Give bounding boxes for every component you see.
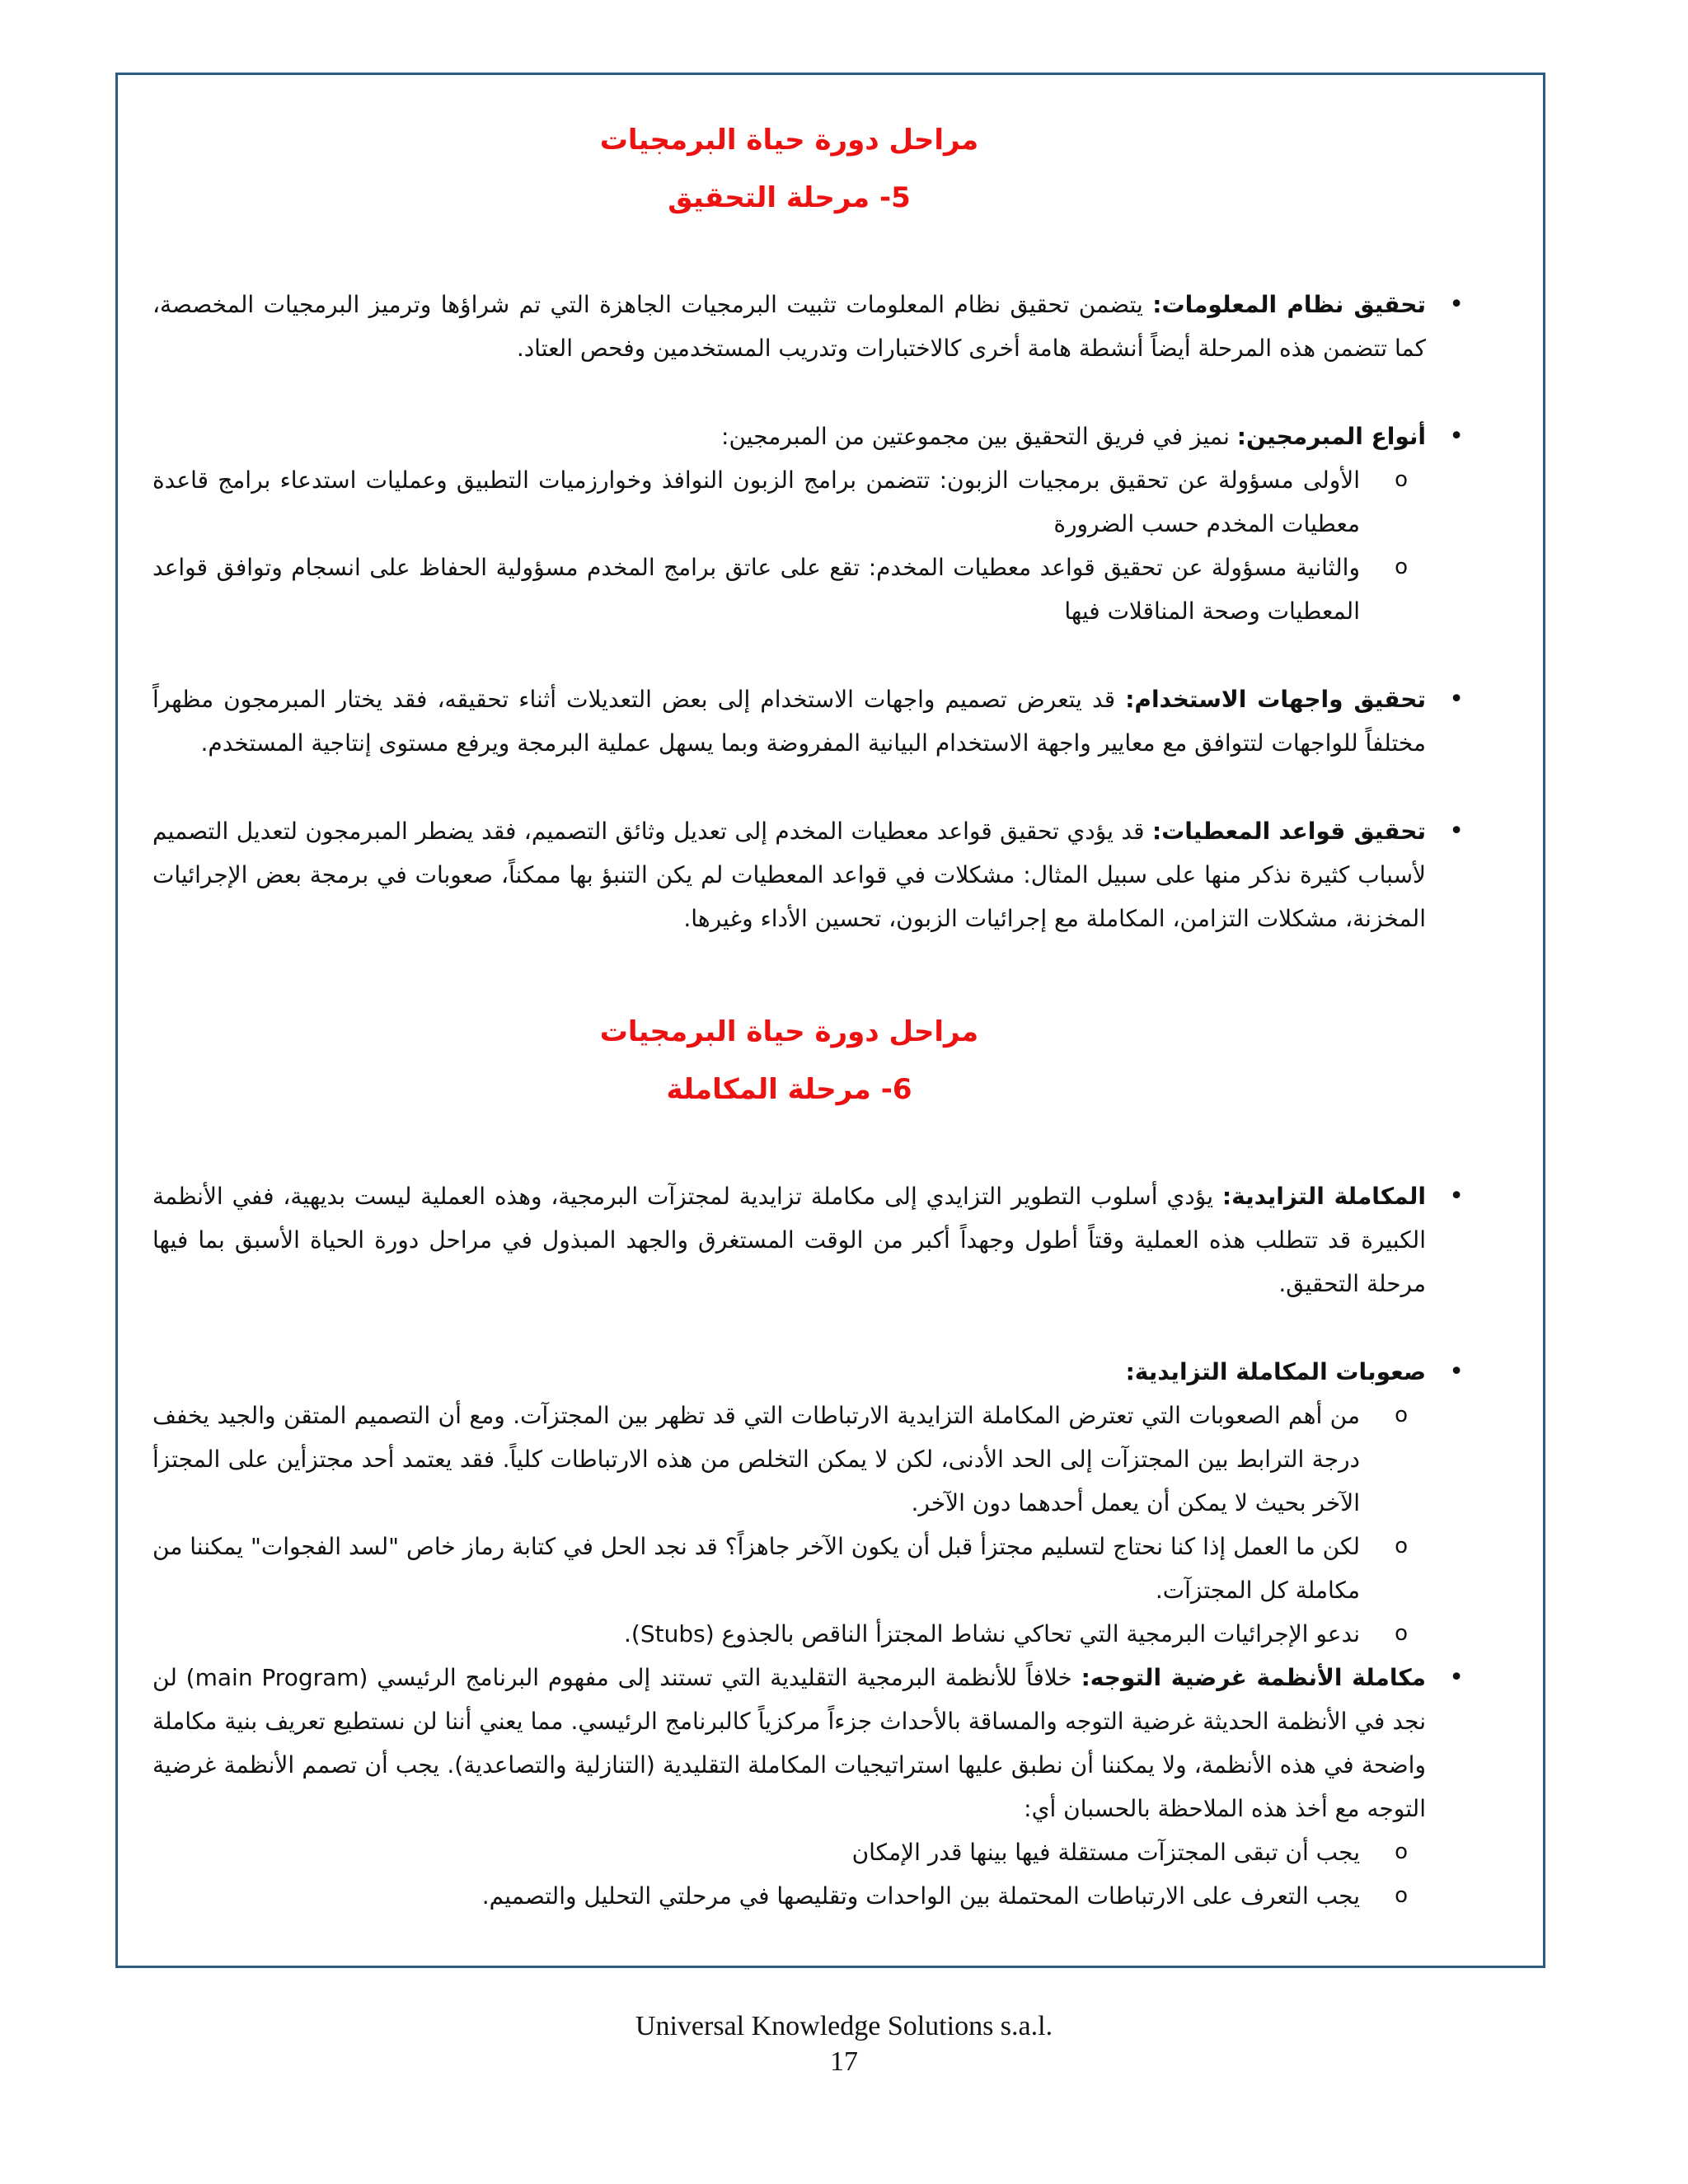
sub-list-item: o والثانية مسؤولة عن تحقيق قواعد معطيات المخدم: تقع على عاتق برامج المخدم مسؤولية الحفاظ على انسجام وتوافق قواعد المعطيات وصحة المناقلات فيها bbox=[152, 546, 1360, 633]
sub-list bbox=[152, 1830, 1426, 1918]
bullet-term: تحقيق قواعد المعطيات: bbox=[1151, 818, 1427, 845]
section-title: مراحل دورة حياة البرمجيات bbox=[599, 1015, 979, 1048]
bullet-list bbox=[152, 1174, 1426, 1918]
bullet-term: أنواع المبرمجين: bbox=[1236, 423, 1426, 450]
bullet-text: نميز في فريق التحقيق بين مجموعتين من المبرمجين: bbox=[721, 423, 1237, 450]
section-subtitle: 6- مرحلة المكاملة bbox=[666, 1073, 912, 1106]
bullet-text: خلافاً للأنظمة البرمجية التقليدية التي تستند إلى مفهوم البرنامج الرئيسي (main Program) لن نجد في الأنظمة الحديثة غرضية التوجه والمساقة بالأحداث جزءاً مركزياً كالبرنامج الرئيسي. مما يعني أننا لن نستطيع تعريف بنية مكاملة واضحة في هذه الأنظمة، ولا يمكننا أن نطبق عليها استراتيجيات المكاملة التقليدية (التنازلية والتصاعدية). يجب أن تصمم الأنظمة غرضية التوجه مع أخذ هذه الملاحظة بالحسبان أي: bbox=[152, 1664, 1426, 1822]
sub-list-item: o من أهم الصعوبات التي تعترض المكاملة التزايدية الارتباطات التي قد تظهر بين المجتزآت. ومع أن التصميم المتقن والجيد يخفف درجة الترابط بين المجتزآت إلى الحد الأدنى، لكن لا يمكن التخلص من هذه الارتباطات كلياً. فقد يعتمد أحد مجتزأين على المجتزأ الآخر بحيث لا يمكن أن يعمل أحدهما دون الآخر. bbox=[152, 1394, 1360, 1525]
bullet-term: مكاملة الأنظمة غرضية التوجه: bbox=[1081, 1664, 1426, 1691]
bullet-text: يؤدي أسلوب التطوير التزايدي إلى مكاملة تزايدية لمجتزآت البرمجية، وهذه العملية ليست بديهية، ففي الأنظمة الكبيرة قد تتطلب هذه العملية وقتاً أطول وجهداً أكبر من الوقت المستغرق والجهد المبذول في مراحل دورة الحياة الأسبق بما فيها مرحلة التحقيق. bbox=[152, 1183, 1426, 1297]
bullet-text: يتضمن تحقيق نظام المعلومات تثبيت البرمجيات الجاهزة التي تم شراؤها وترميز البرمجيات المخصصة، كما تتضمن هذه المرحلة أيضاً أنشطة هامة أخرى كالاختبارات وتدريب المستخدمين وفحص العتاد. bbox=[152, 291, 1426, 362]
footer-company: Universal Knowledge Solutions s.a.l. bbox=[635, 2011, 1053, 2041]
sub-list bbox=[152, 458, 1426, 633]
sub-list-item: o ندعو الإجرائيات البرمجية التي تحاكي نشاط المجتزأ الناقص بالجذوع (Stubs). bbox=[152, 1612, 1360, 1656]
list-item bbox=[152, 415, 1426, 633]
section-subtitle: 5- مرحلة التحقيق bbox=[668, 181, 911, 214]
sub-list bbox=[152, 1394, 1426, 1656]
sub-list-item: o يجب أن تبقى المجتزآت مستقلة فيها بينها قدر الإمكان bbox=[152, 1830, 1360, 1874]
bullet-term: صعوبات المكاملة التزايدية: bbox=[1125, 1358, 1426, 1385]
list-item bbox=[152, 1350, 1426, 1656]
section-title: مراحل دورة حياة البرمجيات bbox=[599, 124, 979, 157]
bullet-term: تحقيق نظام المعلومات: bbox=[1152, 291, 1426, 318]
bullet-text: قد يؤدي تحقيق قواعد معطيات المخدم إلى تعديل وثائق التصميم، فقد يضطر المبرمجون لتعديل التصميم لأسباب كثيرة نذكر منها على سبيل المثال: مشكلات في قواعد المعطيات لم يكن التنبؤ بها ممكناً، صعوبات في برمجة بعض الإجرائيات المخزنة، مشكلات التزامن، المكاملة مع إجرائيات الزبون، تحسين الأداء وغيرها. bbox=[152, 818, 1426, 932]
bullet-text: قد يتعرض تصميم واجهات الاستخدام إلى بعض التعديلات أثناء تحقيقه، فقد يختار المبرمجون مظهراً مختلفاً للواجهات لتتوافق مع معايير واجهة الاستخدام البيانية المفروضة وبما يسهل عملية البرمجة ويرفع مستوى إنتاجية المستخدم. bbox=[152, 686, 1426, 757]
list-item bbox=[152, 1656, 1426, 1918]
sub-list-item: o يجب التعرف على الارتباطات المحتملة بين الواحدات وتقليصها في مرحلتي التحليل والتصميم. bbox=[152, 1874, 1360, 1918]
page-number: 17 bbox=[830, 2046, 858, 2077]
bullet-term: المكاملة التزايدية: bbox=[1221, 1183, 1426, 1210]
sub-list-item: o الأولى مسؤولة عن تحقيق برمجيات الزبون: تتضمن برامج الزبون النوافذ وخوارزميات التطبيق وعمليات استدعاء برامج قاعدة معطيات المخدم حسب الضرورة bbox=[152, 458, 1360, 546]
section-spacer bbox=[152, 985, 1426, 1003]
sub-list-item: o لكن ما العمل إذا كنا نحتاج لتسليم مجتزأ قبل أن يكون الآخر جاهزاً؟ قد نجد الحل في كتابة رماز خاص "لسد الفجوات" يمكننا من مكاملة كل المجتزآت. bbox=[152, 1525, 1360, 1612]
bullet-list bbox=[152, 283, 1426, 940]
list-item bbox=[152, 677, 1426, 765]
list-item bbox=[152, 809, 1426, 940]
list-item bbox=[152, 283, 1426, 370]
list-item bbox=[152, 1174, 1426, 1305]
bullet-term: تحقيق واجهات الاستخدام: bbox=[1125, 686, 1426, 713]
page-content bbox=[152, 111, 1426, 1918]
